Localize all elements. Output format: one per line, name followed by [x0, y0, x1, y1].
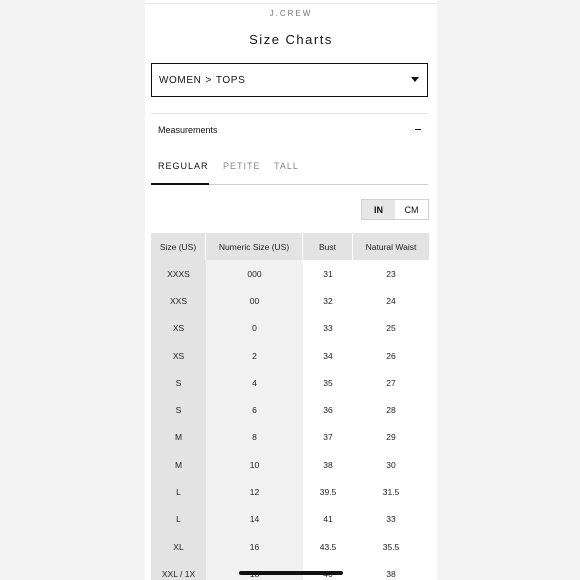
column-header: Numeric Size (US): [206, 233, 303, 260]
unit-toggle: [361, 199, 429, 220]
top-divider: [145, 3, 437, 4]
size-cell: XXS: [151, 287, 206, 314]
waist-cell: 35.5: [353, 533, 429, 560]
numeric-size-cell: 0: [206, 315, 303, 342]
table-row: [151, 533, 429, 560]
collapse-minus-icon[interactable]: [415, 129, 421, 130]
numeric-size-cell: 12: [206, 478, 303, 505]
unit-in-button[interactable]: IN: [362, 200, 395, 219]
numeric-size-cell: 8: [206, 424, 303, 451]
phone-screen: [145, 0, 437, 580]
bust-cell: 33: [303, 315, 353, 342]
numeric-size-cell: 00: [206, 287, 303, 314]
active-tab-indicator: [151, 183, 209, 185]
home-indicator[interactable]: [239, 571, 343, 575]
page-title: Size Charts: [249, 32, 333, 47]
tab-petite[interactable]: PETITE: [223, 161, 261, 171]
tab-regular[interactable]: REGULAR: [158, 161, 209, 171]
size-cell: XXL / 1X: [151, 560, 206, 580]
waist-cell: 28: [353, 396, 429, 423]
fit-tabs: [151, 152, 428, 185]
numeric-size-cell: 16: [206, 533, 303, 560]
table-row: [151, 478, 429, 505]
size-cell: S: [151, 369, 206, 396]
waist-cell: 24: [353, 287, 429, 314]
bust-cell: 35: [303, 369, 353, 396]
measurements-accordion-label[interactable]: Measurements: [158, 125, 218, 135]
category-dropdown[interactable]: [151, 63, 428, 97]
column-header: Natural Waist: [353, 233, 429, 260]
size-cell: XXXS: [151, 260, 206, 287]
waist-cell: 30: [353, 451, 429, 478]
table-row: [151, 260, 429, 287]
size-cell: XS: [151, 342, 206, 369]
table-row: [151, 451, 429, 478]
table-row: [151, 287, 429, 314]
waist-cell: 27: [353, 369, 429, 396]
numeric-size-cell: 14: [206, 506, 303, 533]
brand-logo: J.CREW: [269, 9, 313, 18]
numeric-size-cell: 6: [206, 396, 303, 423]
table-row: [151, 506, 429, 533]
size-cell: S: [151, 396, 206, 423]
numeric-size-cell: 10: [206, 451, 303, 478]
table-row: [151, 424, 429, 451]
size-cell: XS: [151, 315, 206, 342]
waist-cell: 25: [353, 315, 429, 342]
bust-cell: 43.5: [303, 533, 353, 560]
bust-cell: 34: [303, 342, 353, 369]
size-cell: XL: [151, 533, 206, 560]
size-table: [151, 233, 429, 580]
column-header: Size (US): [151, 233, 206, 260]
waist-cell: 31.5: [353, 478, 429, 505]
numeric-size-cell: 2: [206, 342, 303, 369]
waist-cell: 33: [353, 506, 429, 533]
bust-cell: 32: [303, 287, 353, 314]
category-section: WOMEN: [159, 74, 202, 86]
numeric-size-cell: 000: [206, 260, 303, 287]
caret-down-icon: [411, 77, 419, 82]
bust-cell: 36: [303, 396, 353, 423]
size-cell: M: [151, 424, 206, 451]
bust-cell: 41: [303, 506, 353, 533]
category-item: TOPS: [215, 74, 246, 86]
table-row: [151, 369, 429, 396]
bust-cell: 31: [303, 260, 353, 287]
bust-cell: 38: [303, 451, 353, 478]
table-row: [151, 342, 429, 369]
bust-cell: 37: [303, 424, 353, 451]
size-cell: L: [151, 478, 206, 505]
waist-cell: 29: [353, 424, 429, 451]
waist-cell: 38: [353, 560, 429, 580]
breadcrumb-separator: >: [205, 74, 212, 86]
table-header-row: [151, 233, 429, 260]
size-cell: L: [151, 506, 206, 533]
table-row: [151, 315, 429, 342]
table-row: [151, 396, 429, 423]
tab-tall[interactable]: TALL: [274, 161, 299, 171]
column-header: Bust: [303, 233, 353, 260]
waist-cell: 23: [353, 260, 429, 287]
waist-cell: 26: [353, 342, 429, 369]
bust-cell: 39.5: [303, 478, 353, 505]
unit-cm-button[interactable]: CM: [404, 204, 419, 215]
size-cell: M: [151, 451, 206, 478]
section-divider: [151, 113, 428, 114]
numeric-size-cell: 4: [206, 369, 303, 396]
